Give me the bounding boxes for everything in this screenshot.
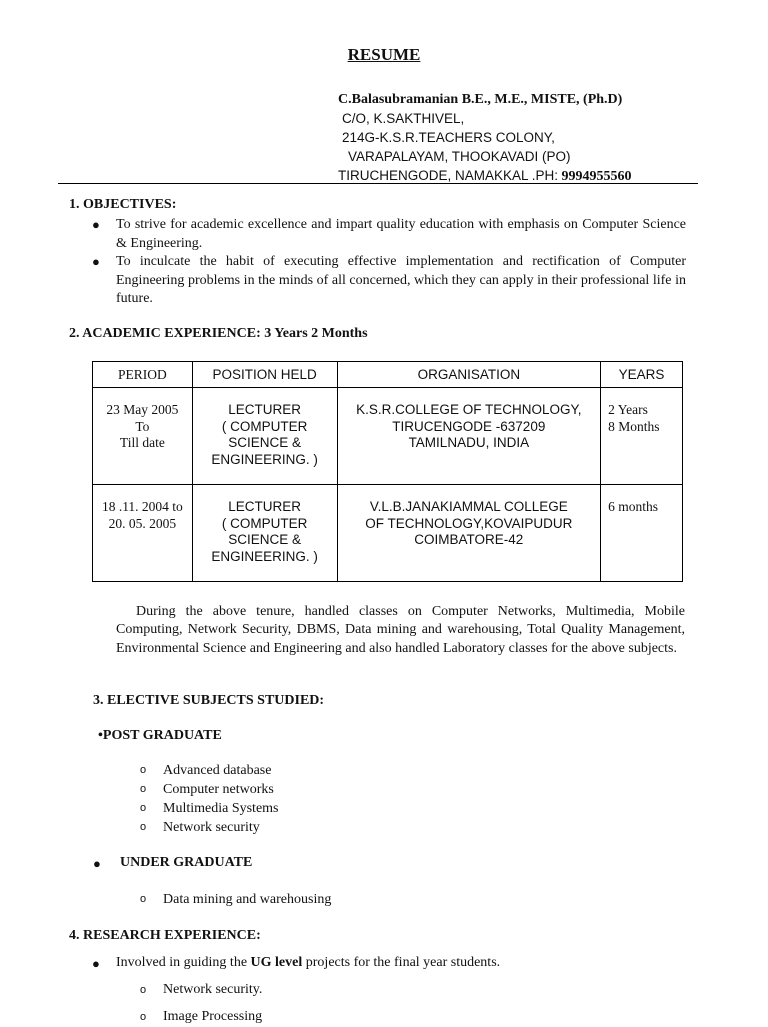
resume-title: RESUME	[347, 45, 421, 64]
pg-label: POST GRADUATE	[102, 728, 222, 743]
objectives-heading: 1. OBJECTIVES:	[69, 197, 177, 212]
list-item	[140, 799, 279, 818]
subject-text: Network security	[163, 820, 260, 835]
circle-bullet-icon: o	[140, 984, 147, 996]
contact-phone: 9994955560	[561, 169, 632, 184]
cell-period	[93, 388, 193, 485]
position-line: LECTURER	[228, 499, 302, 514]
ug-subject-list	[140, 890, 331, 909]
table-row	[93, 388, 683, 485]
pg-heading	[98, 728, 222, 744]
subject-text: Computer networks	[163, 782, 274, 797]
subject-text: Advanced database	[163, 763, 272, 778]
list-item	[140, 818, 279, 837]
column-header-position: POSITION HELD	[192, 362, 337, 388]
cell-period	[93, 485, 193, 582]
organisation-line: K.S.R.COLLEGE OF TECHNOLOGY,	[356, 402, 582, 417]
table-row	[93, 485, 683, 582]
ug-heading: UNDER GRADUATE	[120, 855, 253, 870]
objective-text: To inculcate the habit of executing effective implementation and rectification of Computer Engineering problems in the minds of all concerned, which they can apply in their professional life in future.	[116, 254, 686, 306]
subject-text: Data mining and warehousing	[163, 892, 332, 907]
organisation-line: TIRUCENGODE -637209	[392, 418, 546, 434]
contact-block	[338, 90, 632, 186]
column-header-organisation: ORGANISATION	[337, 362, 601, 388]
contact-line-area: VARAPALAYAM, THOOKAVADI (PO)	[348, 149, 571, 164]
organisation-line: COIMBATORE-42	[414, 532, 524, 547]
subject-text: Multimedia Systems	[163, 801, 279, 816]
list-item	[140, 980, 262, 1007]
years-line: 2 Years	[608, 402, 648, 417]
circle-bullet-icon: o	[140, 802, 147, 814]
research-topic: Image Processing	[163, 1009, 263, 1024]
list-item	[92, 253, 686, 309]
research-text-bold: UG level	[250, 955, 303, 970]
cell-years	[601, 485, 683, 582]
column-header-period: PERIOD	[93, 362, 193, 388]
circle-bullet-icon: o	[140, 764, 147, 776]
circle-bullet-icon: o	[140, 821, 147, 833]
period-start: 23 May 2005	[106, 402, 179, 417]
cell-organisation	[337, 388, 601, 485]
circle-bullet-icon: o	[140, 1011, 147, 1023]
period-start: 18 .11. 2004 to	[101, 499, 183, 514]
position-line: SCIENCE &	[228, 532, 302, 547]
research-text-suffix: projects for the final year students.	[302, 955, 501, 970]
objectives-list	[92, 216, 686, 309]
candidate-name: C.Balasubramanian B.E., M.E., MISTE, (Ph.D)	[338, 92, 623, 107]
cell-organisation	[337, 485, 601, 582]
position-line: ENGINEERING. )	[211, 451, 318, 467]
academic-heading: 2. ACADEMIC EXPERIENCE: 3 Years 2 Months	[69, 326, 368, 341]
pg-subject-list	[140, 761, 279, 837]
years-line: 6 months	[608, 499, 659, 514]
contact-line-care-of: C/O, K.SAKTHIVEL,	[342, 111, 465, 126]
bullet-icon: ●	[92, 254, 100, 269]
bullet-icon: ●	[92, 217, 100, 232]
list-item	[92, 216, 686, 253]
position-line: ( COMPUTER	[221, 515, 308, 531]
organisation-line: TAMILNADU, INDIA	[408, 435, 530, 450]
contact-line-street: 214G-K.S.R.TEACHERS COLONY,	[342, 130, 555, 145]
header-divider	[58, 183, 698, 184]
period-end: Till date	[119, 435, 165, 450]
position-line: LECTURER	[228, 402, 302, 417]
cell-position	[192, 485, 337, 582]
list-item	[140, 890, 331, 909]
research-item	[116, 955, 500, 971]
position-line: ( COMPUTER	[221, 418, 308, 434]
list-item	[140, 761, 279, 780]
research-topic: Network security.	[163, 982, 263, 997]
list-item	[140, 780, 279, 799]
circle-bullet-icon: o	[140, 783, 147, 795]
column-header-years: YEARS	[601, 362, 683, 388]
circle-bullet-icon: o	[140, 893, 147, 905]
bullet-icon: ●	[93, 856, 101, 871]
bullet-icon: ●	[92, 956, 100, 971]
years-line: 8 Months	[608, 418, 660, 434]
experience-table	[92, 361, 683, 582]
cell-position	[192, 388, 337, 485]
position-line: SCIENCE &	[228, 435, 302, 450]
organisation-line: OF TECHNOLOGY,KOVAIPUDUR	[365, 515, 573, 531]
position-line: ENGINEERING. )	[211, 548, 318, 564]
research-subitems	[140, 980, 262, 1026]
research-text-prefix: Involved in guiding the	[116, 955, 251, 970]
cell-years	[601, 388, 683, 485]
list-item	[140, 1007, 262, 1026]
period-to: To	[135, 418, 150, 434]
table-header-row	[93, 362, 683, 388]
contact-city: TIRUCHENGODE, NAMAKKAL .PH:	[338, 168, 559, 183]
period-end: 20. 05. 2005	[108, 515, 177, 531]
electives-heading: 3. ELECTIVE SUBJECTS STUDIED:	[93, 693, 325, 708]
organisation-line: V.L.B.JANAKIAMMAL COLLEGE	[369, 499, 568, 514]
bullet-icon: •	[98, 728, 103, 743]
research-heading: 4. RESEARCH EXPERIENCE:	[69, 928, 261, 943]
objective-text: To strive for academic excellence and impart quality education with emphasis on Computer Science & Engineering.	[116, 217, 686, 251]
tenure-summary: During the above tenure, handled classes on Computer Networks, Multimedia, Mobile Computing, Network Security, DBMS, Data mining and warehousing, Total Quality Management, Environmental Science and Engineering and also handled Laboratory classes for the above subjects.	[116, 604, 685, 656]
